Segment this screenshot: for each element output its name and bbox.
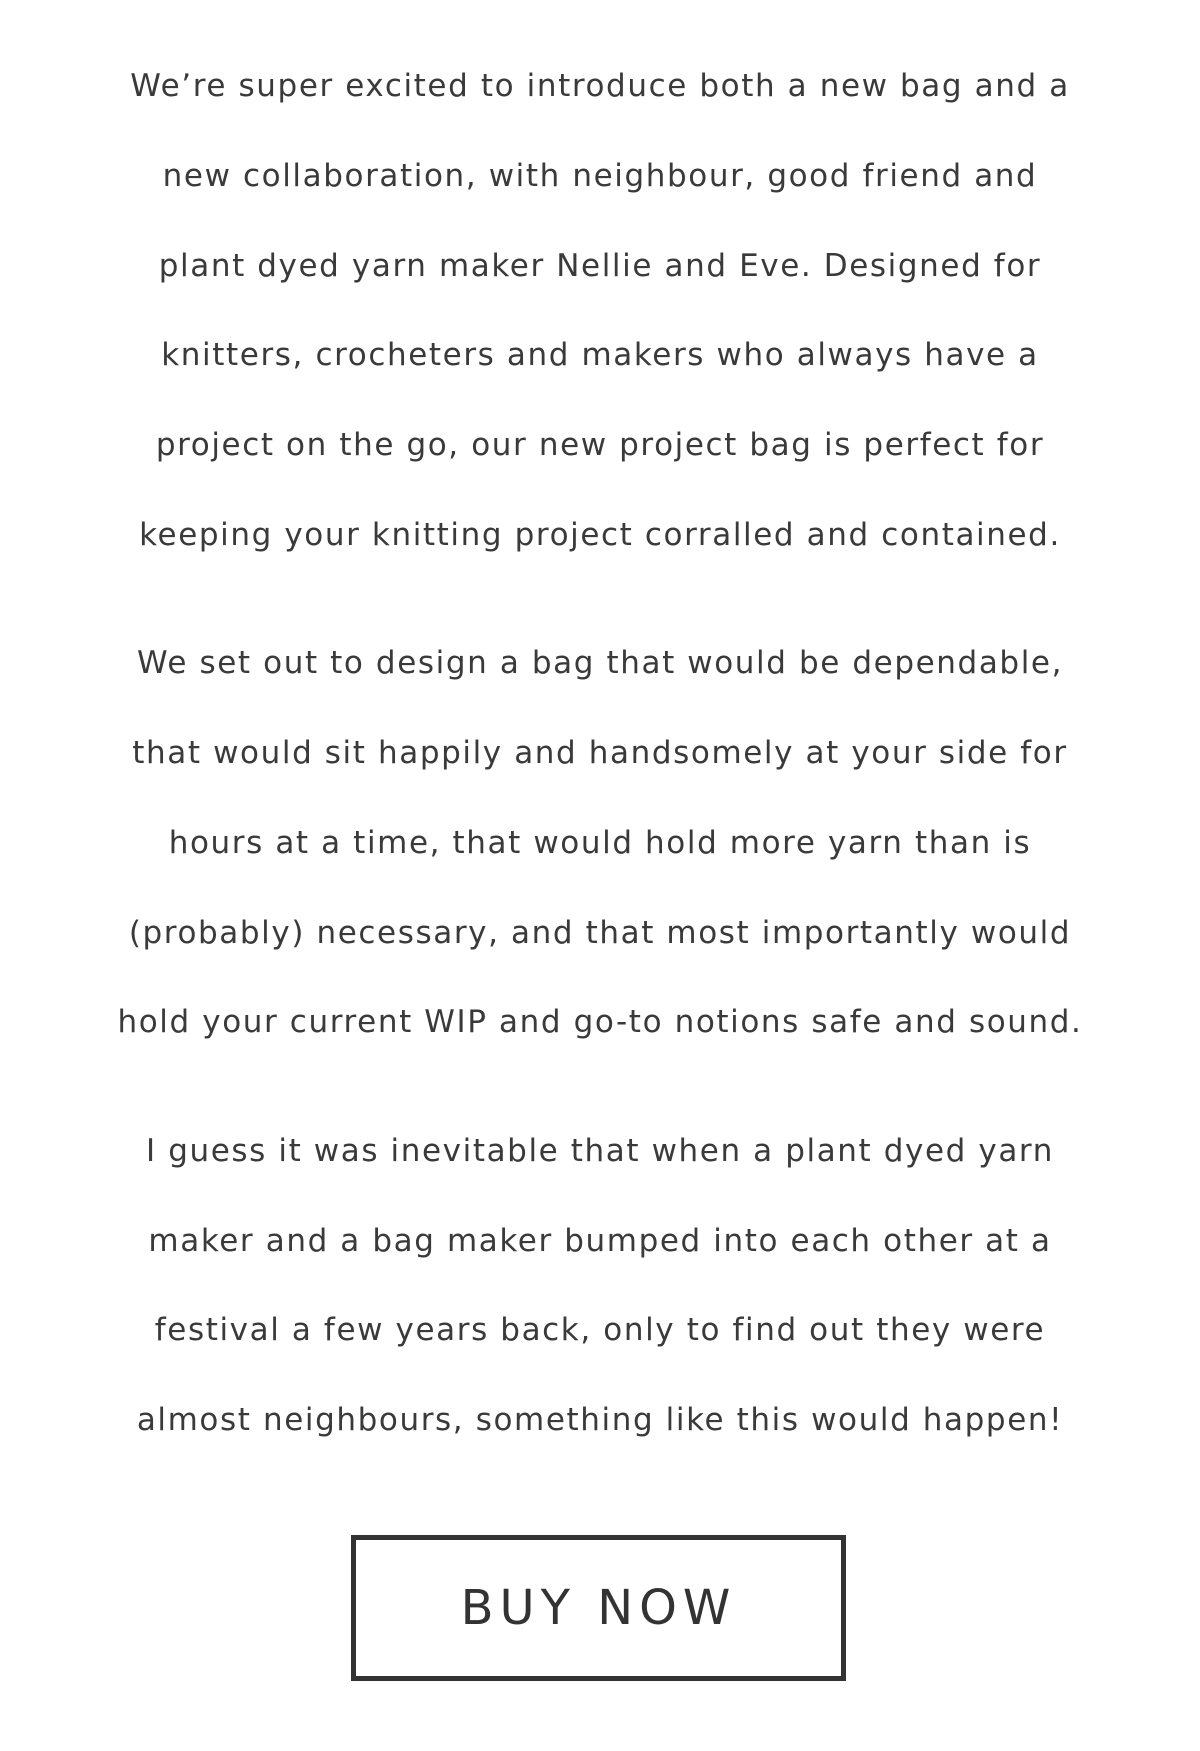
paragraph-line: festival a few years back, only to find out they were <box>154 1312 1046 1348</box>
paragraph-line: almost neighbours, something like this would happen! <box>136 1402 1064 1438</box>
paragraph-line: (probably) necessary, and that most importantly would <box>128 915 1072 951</box>
paragraph-line: that would sit happily and handsomely at your side for <box>132 735 1068 771</box>
buy-now-button[interactable] <box>351 1535 846 1681</box>
paragraph-line: I guess it was inevitable that when a plant dyed yarn <box>146 1133 1054 1169</box>
paragraph-line: hold your current WIP and go-to notions safe and sound. <box>117 1004 1083 1040</box>
buy-now-label: BUY NOW <box>460 1580 737 1636</box>
paragraph-line: maker and a bag maker bumped into each other at a <box>148 1223 1052 1259</box>
paragraph-line: project on the go, our new project bag is perfect for <box>155 427 1045 463</box>
paragraph-line: knitters, crocheters and makers who always have a <box>161 337 1039 373</box>
paragraph-line: plant dyed yarn maker Nellie and Eve. Designed for <box>158 248 1042 284</box>
paragraph-line: hours at a time, that would hold more yarn than is <box>168 825 1032 861</box>
paragraph-line: new collaboration, with neighbour, good friend and <box>162 158 1038 194</box>
paragraph-line: keeping your knitting project corralled and contained. <box>139 517 1061 553</box>
paragraph-line: We set out to design a bag that would be dependable, <box>136 645 1064 681</box>
paragraph-line: We’re super excited to introduce both a new bag and a <box>130 68 1070 104</box>
